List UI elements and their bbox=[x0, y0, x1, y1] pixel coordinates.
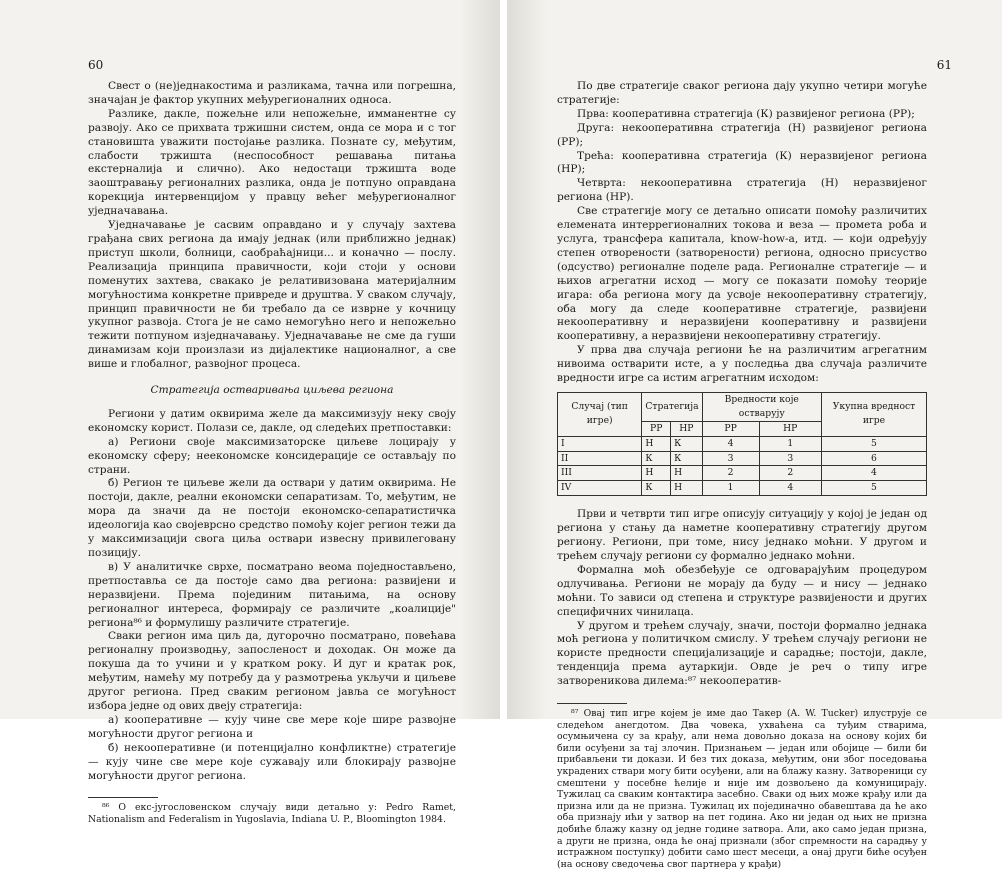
paragraph: Разлике, дакле, пожељне или непожељне, имманентне су развоју. Ако се прихвата тржишни систем, онда се мора и с тог становишта уважити постојање разлика. Познате су, међутим, слабости тржишта (неспособност решавања питања екстерналија и слично). Ако недостаци тржишта воде заоштравању регионалних разлика, онда је потпуно оправдана корекција интервенцијом у правцу већег међурегионалног уједначавања. bbox=[88, 107, 456, 218]
section-heading: Стратегија остваривања циљева региона bbox=[150, 384, 394, 397]
paragraph: Први и четврти тип игре описују ситуацију у којој је један од региона у стању да наметне кооперативну стратегију другом региону. Региони, при томе, нису једнако моћни. У другом и трећем случају региони су формално једнако моћни. bbox=[557, 508, 927, 562]
cell-strategy-hp: Н bbox=[671, 466, 703, 481]
paragraph: У другом и трећем случају, значи, постоји формално једнака моћ региона у политичком смислу. У трећем случају региони не користе предности специјализације и сарадње; постоји, дакле, тенденција према аутаркији. Овде је реч о типу игре затвореникова дилема:⁸⁷ некооператив- bbox=[557, 619, 927, 688]
paragraph: Свест о (не)једнакостима и разликама, тачна или погрешна, значајан је фактор укупних међурегионалних односа. bbox=[88, 80, 456, 106]
header-strategy: Стратегија bbox=[642, 392, 702, 421]
cell-total: 5 bbox=[821, 481, 926, 496]
cell-case: I bbox=[558, 436, 642, 451]
header-case: Случај (тип игре) bbox=[558, 392, 642, 436]
footnote: ⁸⁷ Овај тип игре којем је име дао Такер (A. W. Tucker) илуструје се следећом анегдотом. Два човека, ухваћена са туђим стварима, осумњичена су за крађу, али нема довољно доказа на основу којих би били осуђени за тај злочин. Признањем — један или обојице — били би прибављени ти докази. И без тих доказа, међутим, они због поседовања украдених ствари могу бити осуђени, али на блажу казну. Затвореници су смештени у посебне ћелије и није им дозвољено да комуницирају. Тужилац са сваким контактира засебно. Сваки од њих може крађу или да призна или да не призна. Тужилац их појединачно обавештава да ће ако оба признају ићи у затвор на пет година. Ако ни један од њих не призна добиће блажу казну од једне године затвора. Али, ако само један призна, а други не призна, онда ће онај признали (због спремности на сарадњу у истражном поступку) добити само шест месеци, а онај други биће осуђен (на основу сведочења свог партнера у крађи) bbox=[557, 708, 927, 870]
header-hp: НР bbox=[671, 421, 703, 436]
list-item: а) Региони своје максимизаторске циљеве лоцирају у економску сферу; неекономске консидерације се остављају по страни. bbox=[88, 435, 456, 476]
table-row bbox=[558, 466, 927, 481]
list-item: в) У аналитичке сврхе, посматрано веома поједностављено, претпоставља се да постоје само два региона: развијени и неразвијени. Према појединим питањима, на основу регионалног интереса, формирају се различите „коалиције" региона⁸⁶ и формулишу различите стратегије. bbox=[88, 560, 456, 629]
list-item: б) некооперативне (и потенцијално конфликтне) стратегије — кују чине све мере које сужавају или блокирају развојне могућности другог региона. bbox=[88, 741, 456, 782]
left-page-text bbox=[88, 80, 456, 826]
cell-total: 4 bbox=[821, 466, 926, 481]
cell-strategy-hp: К bbox=[671, 436, 703, 451]
cell-strategy-hp: К bbox=[671, 451, 703, 466]
cell-value-pp: 1 bbox=[702, 481, 759, 496]
header-total: Укупна вредност игре bbox=[821, 392, 926, 436]
table-row bbox=[558, 451, 927, 466]
header-hp: НР bbox=[759, 421, 821, 436]
page-number-right: 61 bbox=[936, 58, 952, 72]
right-page-text bbox=[557, 80, 927, 870]
cell-value-hp: 1 bbox=[759, 436, 821, 451]
header-pp: РР bbox=[702, 421, 759, 436]
strategy-item: Трећа: кооперативна стратегија (К) неразвијеног региона (НР); bbox=[557, 149, 927, 176]
cell-case: III bbox=[558, 466, 642, 481]
paragraph: Уједначавање је сасвим оправдано и у случају захтева грађана свих региона да имају једнак (или приближно једнак) приступ школи, болници, саобраћајници... и коначно — послу. Реализација принципа правичности, који стоји у основи поменутих захтева, свакако је релативизована материјалним могућностима конкретне привреде и друштва. У сваком случају, принцип правичности не би требало да се изврне у кочницу укупног развоја. Стога је не само немогућно него и непожељно тежити потпуном изједначавању. Уједначавање не сме да гуши динамизам који произлази из дијалектике националног, а све више и глобалног, развојног процеса. bbox=[88, 219, 456, 371]
paragraph: Сваки регион има циљ да, дугорочно посматрано, повећава регионалну производњу, запосленост и доходак. Он може да покуша да то учини и у кратком року. И дуг и кратак рок, међутим, намећу му потребу да у размотрења укључи и циљеве другог региона. Пред сваким регионом јавља се могућност избора једне од ових двеју стратегија: bbox=[88, 630, 456, 712]
paragraph: По две стратегије сваког региона дају укупно четири могуће стратегије: bbox=[557, 80, 927, 106]
paragraph: У прва два случаја региони ће на различитим агрегатним нивоима остварити исте, а у последња два случаја различите вредности игре са истим агрегатним исходом: bbox=[557, 344, 927, 385]
cell-strategy-hp: Н bbox=[671, 481, 703, 496]
cell-value-pp: 4 bbox=[702, 436, 759, 451]
cell-strategy-pp: Н bbox=[642, 436, 671, 451]
paragraph: Све стратегије могу се детаљно описати помоћу различитих елемената интеррегионалних токова и веза — промета роба и услуга, трансфера капитала, know-how-а, итд. — који одређују степен отворености (затворености) региона, односно присуство (одсуство) регионалне поделе рада. Регионалне стратегије — и њихов агрегатни исход — могу се показати помоћу теорије игара: оба региона могу да усвоје некооперативну стратегију, оба могу да следе кооперативне стратегије, развијени некооперативну и неразвијени кооперативну и развијени кооперативну, а неразвијени некооперативну стратегију. bbox=[557, 205, 927, 343]
cell-strategy-pp: К bbox=[642, 481, 671, 496]
right-page bbox=[507, 0, 1002, 870]
header-pp: РР bbox=[642, 421, 671, 436]
list-item: а) кооперативне — кују чине све мере које шире развојне могућности другог региона и bbox=[88, 713, 456, 740]
game-table bbox=[557, 392, 927, 496]
cell-value-pp: 2 bbox=[702, 466, 759, 481]
left-page bbox=[0, 0, 500, 825]
cell-value-hp: 4 bbox=[759, 481, 821, 496]
cell-case: IV bbox=[558, 481, 642, 496]
table-row bbox=[558, 481, 927, 496]
cell-strategy-pp: Н bbox=[642, 466, 671, 481]
paragraph: Формална моћ обезбеђује се одговарајућим процедуром одлучивања. Региони не морају да буду — и нису — једнако моћни. То зависи од степена и структуре развијености и других специфичних чинилаца. bbox=[557, 563, 927, 618]
cell-total: 5 bbox=[821, 436, 926, 451]
strategy-item: Прва: кооперативна стратегија (К) развијеног региона (РР); bbox=[577, 107, 915, 120]
cell-value-pp: 3 bbox=[702, 451, 759, 466]
page-number-left: 60 bbox=[88, 58, 104, 72]
table-row bbox=[558, 436, 927, 451]
paragraph: Региони у датим оквирима желе да максимизују неку своју економску корист. Полази се, дакле, од следећих претпоставки: bbox=[88, 407, 456, 434]
list-item: б) Регион те циљеве жели да оствари у датим оквирима. Не постоји, дакле, реални економски сепаратизам. То, међутим, не мора да значи да не постоји економско-сепаратистичка идеологија као својеврсно средство помоћу којег регион тежи да у максимизацији свога циља оствари извесну привилеговану позицију. bbox=[88, 477, 456, 559]
cell-total: 6 bbox=[821, 451, 926, 466]
cell-strategy-pp: К bbox=[642, 451, 671, 466]
footnote: ⁸⁶ О екс-југословенском случају види детаљно у: Pedro Ramet, Nationalism and Federalism in Yugoslavia, Indiana U. P., Bloomington 1984. bbox=[88, 802, 456, 825]
page-gutter bbox=[500, 0, 507, 719]
footnote-rule bbox=[88, 797, 158, 798]
header-values: Вредности које остварују bbox=[702, 392, 821, 421]
cell-case: II bbox=[558, 451, 642, 466]
cell-value-hp: 2 bbox=[759, 466, 821, 481]
strategy-item: Друга: некооперативна стратегија (Н) развијеног региона (РР); bbox=[557, 121, 927, 148]
footnote-rule bbox=[557, 703, 627, 704]
strategy-item: Четврта: некооперативна стратегија (Н) неразвијеног региона (НР). bbox=[557, 177, 927, 204]
cell-value-hp: 3 bbox=[759, 451, 821, 466]
